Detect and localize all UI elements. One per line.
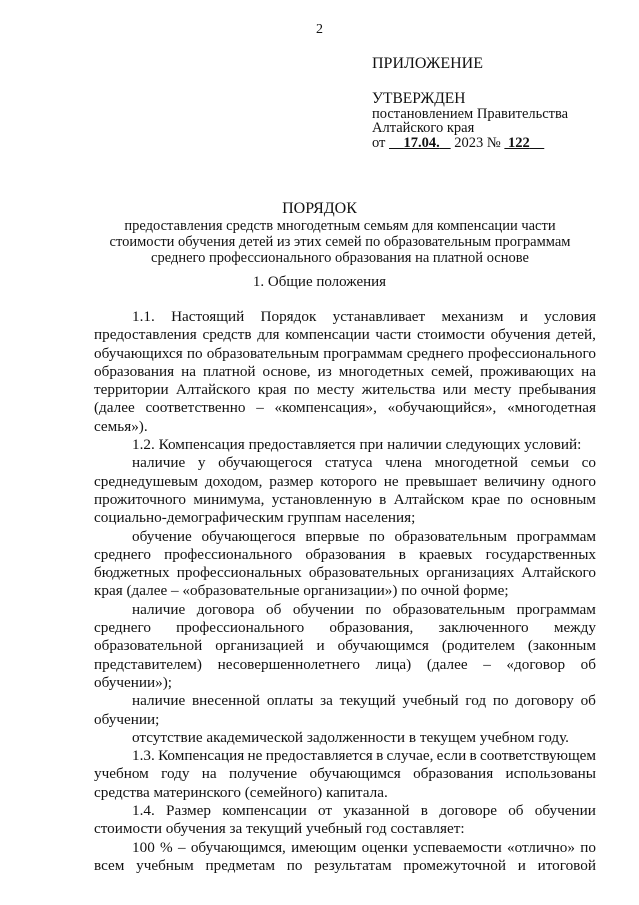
date-prefix: от: [372, 134, 386, 151]
body-text: [94, 308, 596, 875]
approval-block: [372, 92, 568, 150]
text-line: учебном году на получение обучающимся образования использованы: [94, 765, 596, 783]
text-line: наличие внесенной оплаты за текущий учебный год по договору об: [132, 692, 596, 710]
text-line: 100 % – обучающимся, имеющим оценки успеваемости «отлично» по: [132, 838, 596, 856]
text-line: среднедушевым доходом, размер которого не превышает величину одного: [94, 472, 596, 490]
text-line: 1.1. Настоящий Порядок устанавливает механизм и условия: [132, 308, 596, 325]
subheading-line: предоставления средств многодетным семьям для компенсации части: [124, 218, 556, 234]
text-line: обучение обучающегося впервые по образовательным программам: [132, 527, 596, 545]
approval-date-line: [372, 136, 568, 151]
text-line: обучении»);: [94, 673, 172, 691]
text-line: территории Алтайского края по месту жительства или месту пребывания: [94, 381, 596, 399]
text-line: обучающихся по образовательным программам среднего профессионального: [94, 344, 596, 362]
appendix-label: ПРИЛОЖЕНИЕ: [372, 55, 484, 72]
text-line: бюджетных профессиональных образовательных организациях Алтайского: [94, 564, 596, 582]
text-line: прожиточного минимума, установленную в Алтайском крае по основным: [94, 490, 596, 508]
text-line: обучении;: [94, 710, 160, 728]
text-line: образования на платной основе, из многодетных семей, проживающих на: [94, 362, 596, 380]
text-line: предоставления средств для компенсации части стоимости обучения детей,: [94, 326, 596, 344]
approval-line-2: Алтайского края: [372, 120, 475, 136]
text-line: образовательной организацией и обучающимся (родителем (законным: [94, 637, 596, 655]
page-number: 2: [316, 22, 323, 37]
text-line: стоимости обучения за текущий учебный год составляет:: [94, 820, 465, 838]
text-line: представителем) несовершеннолетнего лица) (далее – «договор об: [94, 655, 596, 673]
approval-title: УТВЕРЖДЕН: [372, 90, 466, 107]
text-line: наличие у обучающегося статуса члена многодетной семьи со: [132, 454, 596, 472]
section-title: 1. Общие положения: [252, 274, 387, 290]
text-line: среднего профессионального образования, заключенного между: [94, 619, 596, 637]
document-heading: ПОРЯДОК: [282, 200, 357, 217]
text-line: отсутствие академической задолженности в текущем учебном году.: [132, 728, 569, 746]
text-line: 1.2. Компенсация предоставляется при наличии следующих условий:: [132, 436, 582, 454]
text-line: среднего профессионального образования в краевых государственных: [94, 545, 596, 563]
text-line: наличие договора об обучении по образовательным программам: [132, 600, 596, 618]
text-line: социально-демографическим группам населения;: [94, 509, 416, 527]
approval-number: 122: [508, 134, 530, 151]
document-subheading: [60, 218, 620, 266]
subheading-line: среднего профессионального образования на платной основе: [151, 250, 529, 266]
approval-date: 17.04.: [403, 134, 440, 151]
approval-line-1: постановлением Правительства: [372, 105, 569, 122]
text-line: 1.4. Размер компенсации от указанной в договоре об обучении: [132, 802, 596, 820]
text-line: семья»).: [94, 417, 148, 435]
text-line: края (далее – «образовательные организации») по очной форме;: [94, 582, 509, 600]
text-line: (далее соответственно – «компенсация», «обучающийся», «многодетная: [94, 399, 596, 417]
text-line: средства материнского (семейного) капитала.: [94, 783, 388, 801]
approval-year: 2023 №: [454, 134, 501, 151]
subheading-line: стоимости обучения детей из этих семей по образовательным программам: [109, 234, 571, 250]
text-line: 1.3. Компенсация не предоставляется в случае, если в соответствующем: [132, 747, 596, 765]
text-line: всем учебным предметам по результатам промежуточной и итоговой: [94, 856, 596, 874]
